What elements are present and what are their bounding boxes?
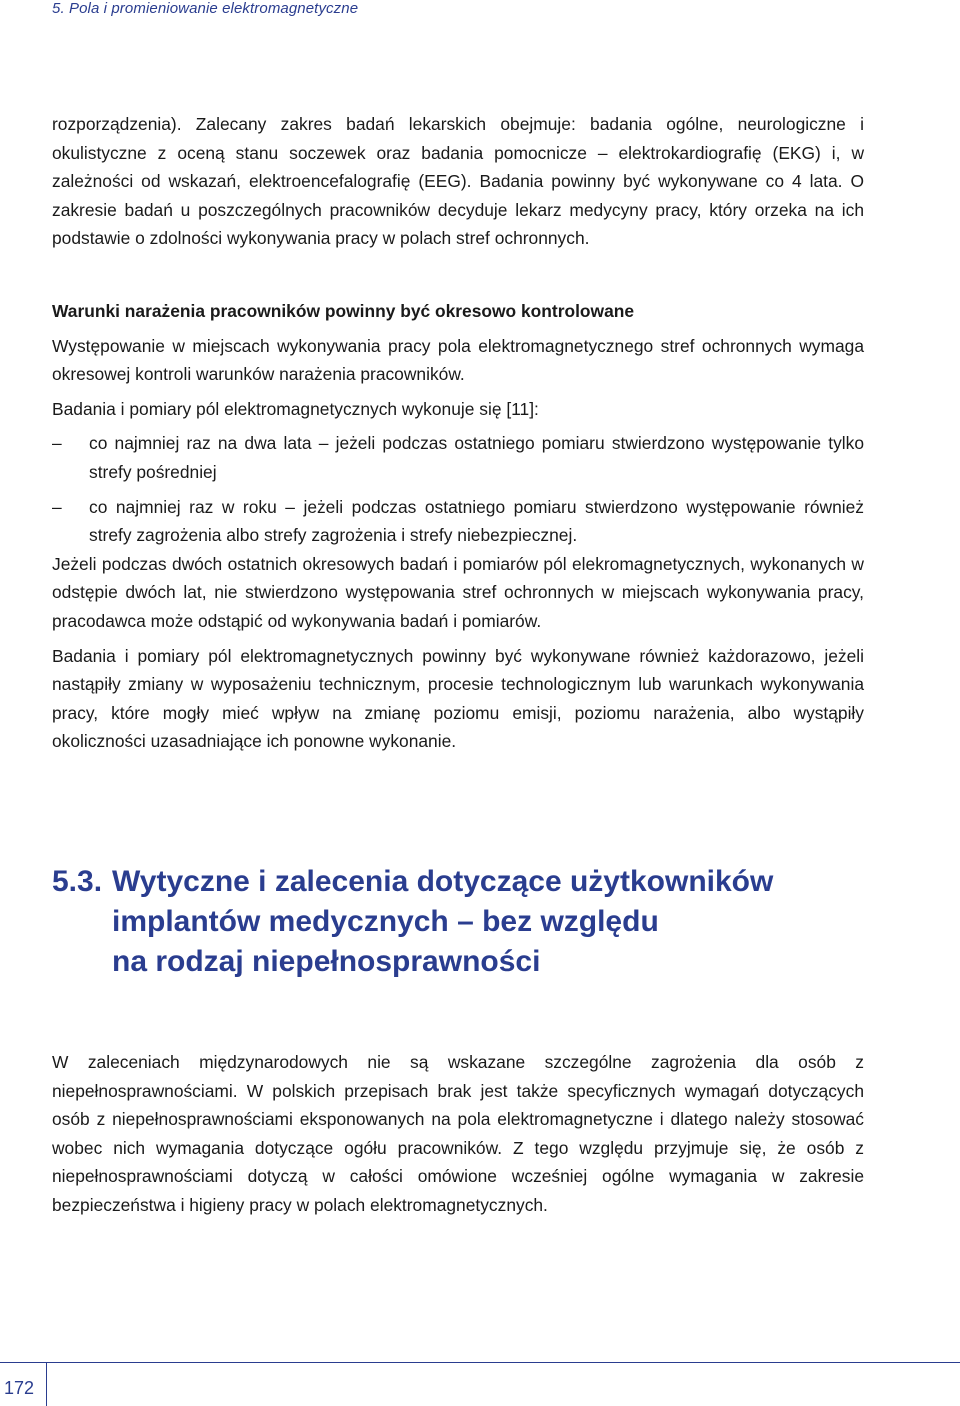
section-number: 5.3. bbox=[52, 865, 103, 898]
section-title-line: implantów medycznych – bez względu bbox=[112, 905, 659, 938]
list-item bbox=[52, 493, 864, 550]
page-number: 172 bbox=[4, 1378, 35, 1398]
list-item-text: co najmniej raz w roku – jeżeli podczas ostatniego pomiaru stwierdzono występowanie również strefy zagrożenia albo strefy zagrożenia i strefy niebezpiecznej. bbox=[89, 496, 864, 546]
paragraph-additional-measurements: Badania i pomiary pól elektromagnetycznych powinny być wykonywane również każdorazowo, jeżeli nastąpiły zmiany w wyposażeniu technicznym, procesie technologicznym lub warunkach wykonywania pracy, które mogły mieć wpływ na zmianę poziomu emisji, poziomu narażenia, albo wystąpiły okoliczności uzasadniające ich ponowne wykonanie. bbox=[52, 645, 864, 752]
footer-rule bbox=[0, 1362, 960, 1363]
footer-vertical-rule bbox=[46, 1362, 47, 1406]
section-title bbox=[112, 862, 864, 982]
list-dash: – bbox=[52, 496, 62, 517]
subheading-exposure-control: Warunki narażenia pracowników powinny być okresowo kontrolowane bbox=[52, 300, 635, 321]
running-head: 5. Pola i promieniowanie elektromagnetyczne bbox=[52, 0, 359, 17]
list-dash: – bbox=[52, 433, 62, 454]
paragraph-measurements-intro: Badania i pomiary pól elektromagnetycznych wykonuje się [11]: bbox=[52, 398, 539, 419]
section-title-line: Wytyczne i zalecenia dotyczące użytkowników bbox=[112, 865, 774, 898]
measurement-frequency-list bbox=[52, 429, 864, 549]
main-content bbox=[52, 110, 864, 756]
list-item-text: co najmniej raz na dwa lata – jeżeli podczas ostatniego pomiaru stwierdzono występowanie tylko strefy pośredniej bbox=[89, 433, 864, 482]
section-heading bbox=[52, 862, 864, 982]
section-body: W zaleceniach międzynarodowych nie są wskazane szczególne zagrożenia dla osób z niepełnosprawnościami. W polskich przepisach brak jest także specyficznych wymagań dotyczących osób z niepełnosprawnościami eksponowanych na pola elektromagnetyczne i dlatego należy stosować wobec nich wymagania dotyczące ogółu pracowników. Z tego względu przyjmuje się, że osób z niepełnosprawnościami dotyczą w całości omówione wcześniej ogólne wymagania w zakresie bezpieczeństwa i higieny pracy w polach elektromagnetycznych. bbox=[52, 1052, 864, 1215]
paragraph-exemption: Jeżeli podczas dwóch ostatnich okresowych badań i pomiarów pól elekromagnetycznych, wykonanych w odstępie dwóch lat, nie stwierdzono występowania stref ochronnych w miejscach wykonywania pracy, pracodawca może odstąpić od wykonywania badań i pomiarów. bbox=[52, 553, 864, 631]
list-item bbox=[52, 429, 864, 486]
paragraph-intro: rozporządzenia). Zalecany zakres badań lekarskich obejmuje: badania ogólne, neurologiczne i okulistyczne z oceną stanu soczewek oraz badania pomocnicze – elektrokardiografię (EKG) i, w zależności od wskazań, elektroencefalografię (EEG). Badania powinny być wykonywane co 4 lata. O zakresie badań u poszczególnych pracowników decyduje lekarz medycyny pracy, który orzeka na ich podstawie o zdolności wykonywania pracy w polach stref ochronnych. bbox=[52, 114, 864, 249]
paragraph-exposure: Występowanie w miejscach wykonywania pracy pola elektromagnetycznego stref ochronnych wymaga okresowej kontroli warunków narażenia pracowników. bbox=[52, 335, 864, 385]
section-title-line: na rodzaj niepełnosprawności bbox=[112, 945, 541, 978]
